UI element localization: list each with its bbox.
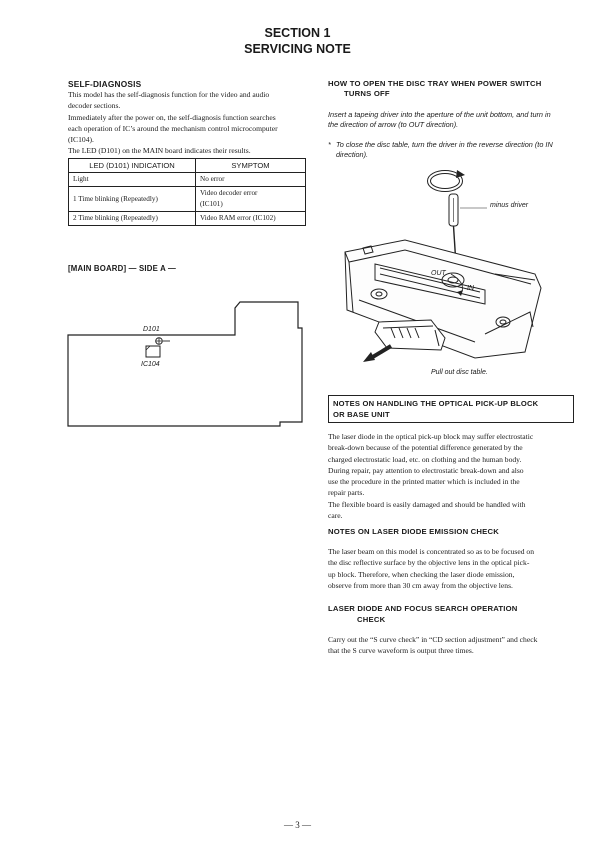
led-indication-table xyxy=(68,158,306,226)
heading-line: CHECK xyxy=(357,615,386,624)
table-header-row xyxy=(69,159,306,173)
main-board-heading: [MAIN BOARD] — SIDE A — xyxy=(68,264,176,273)
text-line: The LED (D101) on the MAIN board indicates their results. xyxy=(68,146,251,156)
text-line: that the S curve waveform is output three times. xyxy=(328,646,474,656)
text-line: This model has the self-diagnosis function for the video and audio xyxy=(68,90,270,99)
table-row xyxy=(69,173,306,187)
table-row xyxy=(69,187,306,212)
text-line: (IC104). xyxy=(68,135,94,145)
disc-tray-instruction xyxy=(328,110,573,131)
main-board-diagram xyxy=(60,290,310,430)
symptom-line: Video decoder error xyxy=(200,189,258,197)
disc-table-tray xyxy=(375,320,445,350)
text-line: The laser diode in the optical pick-up block may suffer electrostatic xyxy=(328,432,534,441)
text-line: decoder sections. xyxy=(68,101,121,111)
text-line: use the procedure in the printed matter which is included in the xyxy=(328,477,520,487)
page-number: — 3 — xyxy=(284,820,311,830)
self-diagnosis-text xyxy=(68,89,308,157)
heading-line: HOW TO OPEN THE DISC TRAY WHEN POWER SWITCH xyxy=(328,79,542,88)
text-line: The flexible board is easily damaged and should be handled with xyxy=(328,499,526,509)
d101-label: D101 xyxy=(143,326,160,333)
text-line: care. xyxy=(328,511,343,521)
page-title: SERVICING NOTE xyxy=(244,42,351,56)
focus-search-text xyxy=(328,634,568,657)
self-diagnosis-heading: SELF-DIAGNOSIS xyxy=(68,79,142,89)
text-line: Immediately after the power on, the self-diagnosis function searches xyxy=(68,112,276,122)
symptom-cell xyxy=(196,187,306,212)
board-outline xyxy=(68,302,302,426)
in-label: IN xyxy=(467,285,474,292)
text-line: The laser beam on this model is concentrated so as to be focused on xyxy=(328,547,535,556)
symptom-cell: No error xyxy=(196,173,306,187)
ic104-label: IC104 xyxy=(141,361,160,368)
text-line: To close the disc table, turn the driver in the reverse direction (to IN xyxy=(336,140,553,149)
indication-cell: Light xyxy=(69,173,196,187)
out-label: OUT xyxy=(431,270,446,277)
text-line: the disc reflective surface by the objective lens in the optical pick- xyxy=(328,558,530,568)
text-line: direction). xyxy=(336,150,369,160)
text-line: break-down because of the potential difference generated by the xyxy=(328,443,523,453)
heading-line: TURNS OFF xyxy=(344,89,390,98)
text-line: observe from more than 30 cm away from the objective lens. xyxy=(328,580,513,590)
section-number: SECTION 1 xyxy=(264,26,331,40)
optical-pickup-heading xyxy=(328,395,574,423)
disc-tray-heading xyxy=(328,79,541,98)
symptom-line: (IC101) xyxy=(200,200,223,208)
optical-pickup-text xyxy=(328,431,566,521)
disc-tray-illustration xyxy=(335,162,575,377)
indication-cell: 1 Time blinking (Repeatedly) xyxy=(69,187,196,212)
pull-out-arrow-icon xyxy=(363,346,391,362)
text-line: the direction of arrow (to OUT direction). xyxy=(328,120,459,130)
text-line: During repair, pay attention to electrostatic break-down and also xyxy=(328,465,524,475)
column-header-indication: LED (D101) INDICATION xyxy=(69,159,196,173)
focus-search-heading xyxy=(328,603,518,625)
text-line: Carry out the “S curve check” in “CD section adjustment” and check xyxy=(328,635,538,644)
table-row xyxy=(69,212,306,226)
note-bullet: * xyxy=(328,140,331,149)
symptom-cell: Video RAM error (IC102) xyxy=(196,212,306,226)
text-line: up block. Therefore, when checking the laser diode emission, xyxy=(328,569,515,579)
indication-cell: 2 Time blinking (Repeatedly) xyxy=(69,212,196,226)
text-line: each operation of IC’s around the mechanism control microcomputer xyxy=(68,123,278,133)
heading-line: NOTES ON HANDLING THE OPTICAL PICK-UP BLOCK xyxy=(333,399,539,408)
disc-tray-note xyxy=(328,140,573,161)
laser-emission-text xyxy=(328,546,566,591)
heading-line: LASER DIODE AND FOCUS SEARCH OPERATION xyxy=(328,604,518,613)
pull-out-label: Pull out disc table. xyxy=(431,369,488,376)
text-line: charged electrostatic load, etc. on clothing and the human body. xyxy=(328,454,522,464)
text-line: Insert a tapeing driver into the aperture of the unit bottom, and turn in xyxy=(328,110,551,119)
ic104-notch xyxy=(146,346,150,350)
column-header-symptom: SYMPTOM xyxy=(196,159,306,173)
text-line: repair parts. xyxy=(328,488,365,498)
rotation-arrow-icon xyxy=(429,170,465,190)
minus-driver-label: minus driver xyxy=(490,202,529,209)
laser-emission-heading: NOTES ON LASER DIODE EMISSION CHECK xyxy=(328,527,500,536)
heading-line: OR BASE UNIT xyxy=(333,410,390,419)
